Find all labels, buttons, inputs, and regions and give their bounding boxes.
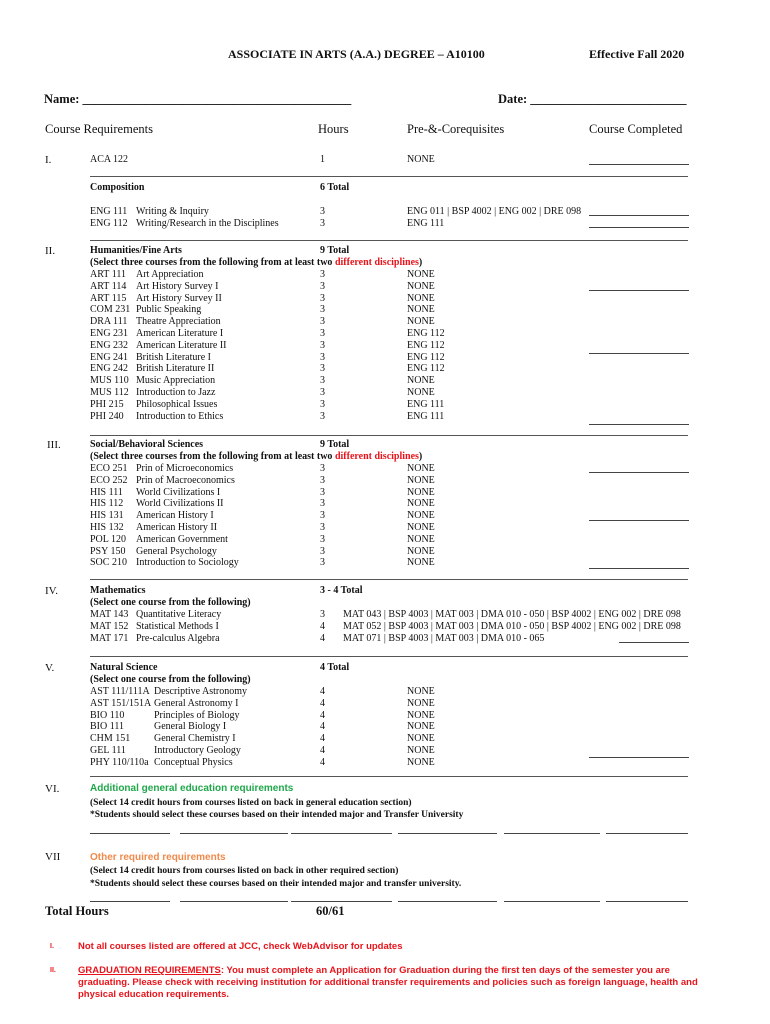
course-blank[interactable] — [291, 833, 392, 834]
course-hours: 3 — [320, 545, 325, 557]
course-prereq: NONE — [407, 498, 435, 510]
course-hours: 4 — [320, 744, 325, 756]
course-code: ENG 231 — [90, 327, 129, 339]
social-instructions: (Select three courses from the following from at least two different disciplines) — [90, 451, 423, 462]
course-title: Art History Survey II — [136, 292, 222, 304]
course-prereq: NONE — [407, 557, 435, 569]
course-title: American History I — [136, 510, 214, 522]
course-row — [90, 281, 227, 293]
course-prereq: ENG 111 — [407, 217, 445, 229]
course-title: Introduction to Sociology — [136, 557, 239, 569]
completed-blank[interactable] — [589, 472, 689, 473]
section-divider — [90, 240, 688, 241]
course-hours: 3 — [320, 533, 325, 545]
course-code: COM 231 — [90, 304, 131, 316]
course-row — [90, 510, 239, 522]
course-title: Theatre Appreciation — [136, 316, 221, 328]
aca-prereq: NONE — [407, 154, 435, 165]
course-code: ENG 112 — [90, 217, 128, 229]
math-hours — [320, 609, 325, 644]
science-prereq — [407, 686, 435, 769]
course-code: PHI 240 — [90, 410, 124, 422]
social-total: 9 Total — [320, 439, 350, 450]
different-disciplines-text: different disciplines — [334, 451, 419, 462]
col-prereq: Pre-&-Corequisites — [407, 122, 505, 136]
science-hours — [320, 686, 325, 769]
total-hours-label: Total Hours — [45, 904, 109, 918]
course-hours: 4 — [320, 709, 325, 721]
course-hours: 3 — [320, 304, 325, 316]
graduation-requirements-heading: GRADUATION REQUIREMENTS — [78, 965, 221, 976]
course-row — [90, 328, 227, 340]
course-title: American Literature II — [136, 339, 227, 351]
science-title: Natural Science — [90, 662, 158, 673]
course-code: ENG 242 — [90, 363, 129, 375]
course-code: PHI 215 — [90, 398, 124, 410]
section-numeral-3: III. — [47, 439, 61, 451]
completed-blank[interactable] — [589, 568, 689, 569]
social-hours — [320, 463, 325, 569]
course-code: HIS 111 — [90, 486, 123, 498]
course-row — [90, 269, 227, 281]
course-prereq: NONE — [407, 521, 435, 533]
aca-course: ACA 122 — [90, 154, 129, 165]
course-hours: 3 — [320, 521, 325, 533]
composition-total: 6 Total — [320, 182, 350, 193]
course-code: ENG 241 — [90, 351, 129, 363]
different-disciplines-text: different disciplines — [334, 257, 419, 268]
composition-hours — [320, 206, 325, 230]
course-row — [90, 304, 227, 316]
completed-blank[interactable] — [589, 353, 689, 354]
course-row — [90, 375, 227, 387]
course-code: ART 111 — [90, 269, 126, 280]
course-hours: 3 — [320, 280, 325, 292]
course-prereq: ENG 112 — [407, 363, 445, 375]
effective-date: Effective Fall 2020 — [589, 47, 685, 61]
course-code: ENG 111 — [90, 206, 128, 217]
composition-prereq — [407, 206, 581, 230]
course-code: POL 120 — [90, 533, 127, 545]
course-title: Statistical Methods I — [136, 620, 219, 632]
course-prereq: NONE — [407, 721, 435, 733]
science-instructions: (Select one course from the following) — [90, 674, 251, 685]
course-prereq: ENG 111 — [407, 398, 445, 410]
course-prereq: ENG 011 | BSP 4002 | ENG 002 | DRE 098 — [407, 206, 582, 217]
social-title: Social/Behavioral Sciences — [90, 439, 204, 450]
course-hours: 3 — [320, 557, 325, 569]
course-title: British Literature II — [136, 363, 215, 375]
course-prereq: ENG 112 — [407, 351, 445, 363]
completed-blank[interactable] — [589, 424, 689, 425]
course-code: PHY 110/110a — [90, 756, 149, 768]
section-divider — [90, 176, 688, 177]
course-prereq: NONE — [407, 269, 435, 280]
course-row — [90, 745, 247, 757]
course-title: Art History Survey I — [136, 280, 219, 292]
name-field[interactable]: Name: ___________________________________________ — [44, 92, 352, 106]
course-code: SOC 210 — [90, 557, 127, 569]
course-code: DRA 111 — [90, 316, 128, 328]
note-webadvisor: Not all courses listed are offered at JCC, check WebAdvisor for updates — [78, 941, 403, 952]
math-total: 3 - 4 Total — [320, 585, 363, 596]
math-title: Mathematics — [90, 585, 146, 596]
col-hours: Hours — [318, 122, 349, 136]
course-code: ART 114 — [90, 280, 127, 292]
course-prereq: MAT 043 | BSP 4003 | MAT 003 | DMA 010 - 050 | BSP 4002 | ENG 002 | DRE 098 — [343, 609, 681, 620]
course-title: Writing & Inquiry — [136, 206, 209, 217]
col-course-completed: Course Completed — [589, 122, 683, 136]
course-row — [90, 534, 239, 546]
aca-hours: 1 — [320, 154, 325, 165]
section-numeral-6: VI. — [45, 783, 60, 795]
course-title: Art Appreciation — [136, 269, 204, 280]
course-blank[interactable] — [504, 833, 600, 834]
course-blank[interactable] — [398, 901, 497, 902]
course-prereq: ENG 112 — [407, 339, 445, 351]
course-prereq: NONE — [407, 292, 435, 304]
course-hours: 3 — [320, 339, 325, 351]
course-blank[interactable] — [291, 901, 392, 902]
course-row — [90, 621, 221, 633]
section-numeral-2: II. — [45, 245, 56, 257]
course-title: Descriptive Astronomy — [154, 686, 248, 697]
course-row — [90, 557, 239, 569]
course-code: MUS 112 — [90, 386, 129, 398]
course-code: MAT 152 — [90, 620, 129, 632]
course-title: Pre-calculus Algebra — [136, 632, 220, 644]
course-hours: 4 — [320, 756, 325, 768]
course-hours: 3 — [320, 351, 325, 363]
course-prereq: NONE — [407, 686, 435, 697]
course-title: Philosophical Issues — [136, 398, 218, 410]
course-title: Prin of Microeconomics — [136, 463, 234, 474]
course-title: Music Appreciation — [136, 375, 216, 387]
completed-blank[interactable] — [589, 215, 689, 216]
course-prereq: NONE — [407, 756, 435, 768]
course-hours: 3 — [320, 609, 325, 620]
course-prereq: NONE — [407, 709, 435, 721]
course-row — [90, 206, 279, 218]
course-prereq: NONE — [407, 474, 435, 486]
course-hours: 3 — [320, 292, 325, 304]
course-code: MUS 110 — [90, 375, 129, 387]
course-hours: 3 — [320, 269, 325, 280]
course-row — [90, 546, 239, 558]
course-hours: 3 — [320, 398, 325, 410]
section-numeral-4: IV. — [45, 585, 58, 597]
course-hours: 3 — [320, 474, 325, 486]
course-row — [90, 633, 221, 645]
course-row — [90, 686, 247, 698]
additional-gen-ed-line2: *Students should select these courses based on their intended major and Transfer University — [90, 810, 464, 820]
course-row — [90, 293, 227, 305]
completed-blank[interactable] — [589, 227, 689, 228]
course-code: BIO 110 — [90, 709, 125, 721]
course-prereq: NONE — [407, 733, 435, 745]
composition-title: Composition — [90, 182, 145, 193]
course-hours: 3 — [320, 375, 325, 387]
note-graduation-line2: graduating. Please check with receiving institution for additional transfer requirements and policies such as foreign language, health and — [78, 977, 698, 988]
course-code: MAT 143 — [90, 609, 129, 620]
course-blank[interactable] — [180, 901, 288, 902]
completed-blank[interactable] — [589, 520, 689, 521]
course-blank[interactable] — [90, 901, 170, 902]
social-prereq — [407, 463, 435, 569]
section-divider — [90, 435, 688, 436]
humanities-total: 9 Total — [320, 245, 350, 256]
course-hours: 3 — [320, 463, 325, 474]
humanities-title: Humanities/Fine Arts — [90, 245, 182, 256]
course-title: Introductory Geology — [154, 744, 241, 756]
course-row — [90, 387, 227, 399]
section-numeral-1: I. — [45, 154, 52, 166]
course-code: HIS 132 — [90, 521, 124, 533]
section-divider — [90, 776, 688, 777]
course-row — [90, 609, 221, 621]
course-hours: 3 — [320, 510, 325, 522]
date-field[interactable]: Date: _________________________ — [498, 92, 687, 106]
course-title: Quantitative Literacy — [136, 609, 222, 620]
section-divider — [90, 656, 688, 657]
course-row — [90, 340, 227, 352]
course-title: Writing/Research in the Disciplines — [136, 217, 279, 229]
course-hours: 4 — [320, 697, 325, 709]
science-total: 4 Total — [320, 662, 350, 673]
course-blank[interactable] — [606, 901, 688, 902]
course-code: MAT 171 — [90, 632, 129, 644]
course-hours: 4 — [320, 632, 325, 644]
course-row — [90, 733, 247, 745]
other-required-line1: (Select 14 credit hours from courses listed on back in other required section) — [90, 866, 399, 876]
social-list — [90, 463, 239, 569]
course-row — [90, 218, 279, 230]
course-row — [90, 487, 239, 499]
section-numeral-5: V. — [45, 662, 55, 674]
science-list — [90, 686, 247, 769]
course-title: World Civilizations I — [136, 486, 221, 498]
course-hours: 3 — [320, 410, 325, 422]
humanities-list — [90, 269, 227, 422]
course-title: General Chemistry I — [154, 733, 236, 745]
course-hours: 3 — [320, 363, 325, 375]
course-code: HIS 131 — [90, 510, 124, 522]
course-hours: 3 — [320, 316, 325, 328]
other-required-line2: *Students should select these courses based on their intended major and transfer university. — [90, 879, 462, 889]
course-title: American History II — [136, 521, 218, 533]
course-title: Public Speaking — [136, 304, 202, 316]
course-title: General Psychology — [136, 545, 217, 557]
course-prereq: MAT 052 | BSP 4003 | MAT 003 | DMA 010 - 050 | BSP 4002 | ENG 002 | DRE 098 — [343, 620, 681, 632]
math-list — [90, 609, 221, 644]
course-row — [90, 411, 227, 423]
note-numeral-2: II. — [50, 967, 56, 974]
course-code: BIO 111 — [90, 721, 124, 733]
course-row — [90, 721, 247, 733]
course-prereq: NONE — [407, 486, 435, 498]
note-graduation-line3: physical education requirements. — [78, 989, 229, 1000]
section-numeral-7: VII — [45, 851, 61, 863]
note-graduation-line1: GRADUATION REQUIREMENTS: You must complete an Application for Graduation during the first ten days of the semester you are — [78, 965, 670, 976]
course-title: British Literature I — [136, 351, 211, 363]
course-prereq: NONE — [407, 316, 435, 328]
course-title: General Biology I — [154, 721, 227, 733]
course-prereq: MAT 071 | BSP 4003 | MAT 003 | DMA 010 - 065 — [343, 632, 545, 644]
course-code: AST 151/151A — [90, 697, 152, 709]
course-code: ART 115 — [90, 292, 127, 304]
humanities-hours — [320, 269, 325, 422]
document-title: ASSOCIATE IN ARTS (A.A.) DEGREE – A10100 — [228, 47, 485, 61]
course-hours: 3 — [320, 498, 325, 510]
course-row — [90, 463, 239, 475]
course-prereq: NONE — [407, 375, 435, 387]
section-divider — [90, 579, 688, 580]
course-blank[interactable] — [90, 833, 170, 834]
course-hours: 4 — [320, 721, 325, 733]
composition-list — [90, 206, 279, 230]
humanities-prereq — [407, 269, 445, 422]
course-row — [90, 399, 227, 411]
course-prereq: NONE — [407, 510, 435, 522]
course-hours: 4 — [320, 620, 325, 632]
course-prereq: NONE — [407, 744, 435, 756]
course-prereq: NONE — [407, 697, 435, 709]
course-row — [90, 522, 239, 534]
course-prereq: NONE — [407, 280, 435, 292]
course-hours: 4 — [320, 733, 325, 745]
course-code: ENG 232 — [90, 339, 129, 351]
course-code: CHM 151 — [90, 733, 131, 745]
course-prereq: NONE — [407, 545, 435, 557]
course-title: World Civilizations II — [136, 498, 224, 510]
course-code: GEL 111 — [90, 744, 126, 756]
course-prereq: ENG 111 — [407, 410, 445, 422]
course-title: American Government — [136, 533, 228, 545]
col-course-requirements: Course Requirements — [45, 122, 153, 136]
math-prereq — [343, 609, 681, 644]
course-row — [90, 363, 227, 375]
course-row — [90, 316, 227, 328]
course-hours: 3 — [320, 386, 325, 398]
additional-gen-ed-title: Additional general education requirements — [90, 783, 294, 794]
course-prereq: NONE — [407, 304, 435, 316]
completed-blank[interactable] — [589, 757, 689, 758]
course-hours: 3 — [320, 217, 325, 229]
course-prereq: NONE — [407, 386, 435, 398]
course-row — [90, 757, 247, 769]
note-numeral-1: I. — [50, 943, 54, 950]
course-prereq: NONE — [407, 533, 435, 545]
course-title: Introduction to Jazz — [136, 386, 216, 398]
course-blank[interactable] — [504, 901, 600, 902]
other-required-title: Other required requirements — [90, 852, 226, 863]
course-code: ECO 251 — [90, 463, 128, 474]
course-prereq: ENG 112 — [407, 327, 445, 339]
course-code: HIS 112 — [90, 498, 124, 510]
course-title: Introduction to Ethics — [136, 410, 224, 422]
course-blank[interactable] — [180, 833, 288, 834]
course-row — [90, 698, 247, 710]
course-title: Prin of Macroeconomics — [136, 474, 235, 486]
course-hours: 3 — [320, 206, 325, 217]
total-hours-value: 60/61 — [316, 904, 345, 918]
course-blank[interactable] — [398, 833, 497, 834]
course-code: AST 111/111A — [90, 686, 150, 697]
course-row — [90, 352, 227, 364]
course-title: General Astronomy I — [154, 697, 239, 709]
course-blank[interactable] — [606, 833, 688, 834]
completed-blank[interactable] — [589, 164, 689, 165]
course-row — [90, 498, 239, 510]
course-row — [90, 710, 247, 722]
course-code: ECO 252 — [90, 474, 128, 486]
course-code: PSY 150 — [90, 545, 126, 557]
humanities-instructions: (Select three courses from the following from at least two different disciplines) — [90, 257, 423, 268]
course-row — [90, 475, 239, 487]
completed-blank[interactable] — [589, 290, 689, 291]
course-hours: 4 — [320, 686, 325, 697]
course-title: Principles of Biology — [154, 709, 240, 721]
additional-gen-ed-line1: (Select 14 credit hours from courses listed on back in general education section) — [90, 798, 412, 808]
course-title: Conceptual Physics — [154, 756, 233, 768]
course-title: American Literature I — [136, 327, 224, 339]
course-prereq: NONE — [407, 463, 435, 474]
completed-blank[interactable] — [619, 642, 689, 643]
math-instructions: (Select one course from the following) — [90, 597, 251, 608]
course-hours: 3 — [320, 486, 325, 498]
course-hours: 3 — [320, 327, 325, 339]
